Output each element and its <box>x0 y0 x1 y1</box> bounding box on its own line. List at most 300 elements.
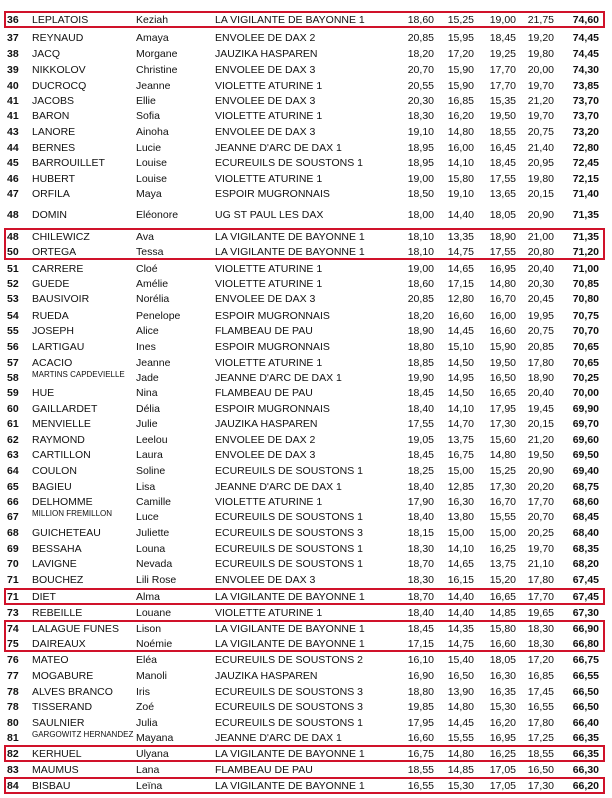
cell-prenom: Jeanne <box>136 80 171 92</box>
table-row <box>0 510 612 525</box>
cell-total: 71,00 <box>572 263 599 275</box>
cell-s3: 16,25 <box>489 543 516 555</box>
cell-s4: 19,95 <box>527 310 554 322</box>
table-row <box>0 653 612 668</box>
cell-s2: 15,10 <box>447 341 474 353</box>
cell-nom: BAUSIVOIR <box>32 293 90 305</box>
cell-total: 73,20 <box>572 126 599 138</box>
table-row <box>0 542 612 557</box>
cell-nom: MILLION FREMILLON <box>32 510 113 518</box>
cell-s4: 19,50 <box>527 449 554 461</box>
cell-total: 74,45 <box>572 32 599 44</box>
cell-s4: 17,80 <box>527 717 554 729</box>
cell-s2: 14,40 <box>447 209 474 221</box>
cell-rank: 60 <box>7 403 19 415</box>
cell-prenom: Louise <box>136 157 167 169</box>
cell-s3: 17,95 <box>489 403 516 415</box>
table-row <box>0 277 612 292</box>
table-row <box>0 109 612 124</box>
table-row <box>0 464 612 479</box>
cell-s3: 18,05 <box>489 209 516 221</box>
cell-s2: 14,35 <box>447 623 474 635</box>
cell-s1: 18,40 <box>407 607 434 619</box>
table-row <box>0 716 612 731</box>
cell-s1: 20,30 <box>407 95 434 107</box>
cell-rank: 73 <box>7 607 19 619</box>
cell-nom: HUE <box>32 387 55 399</box>
table-row <box>0 637 612 652</box>
cell-nom: KERHUEL <box>32 748 82 760</box>
cell-club: ECUREUILS DE SOUSTONS 1 <box>215 511 364 523</box>
table-row <box>0 187 612 202</box>
cell-prenom: Cloé <box>136 263 158 275</box>
cell-s4: 19,65 <box>527 607 554 619</box>
cell-nom: BARON <box>32 110 70 122</box>
cell-club: ENVOLEE DE DAX 3 <box>215 574 316 586</box>
cell-s2: 16,85 <box>447 95 474 107</box>
cell-rank: 43 <box>7 126 19 138</box>
cell-prenom: Eléa <box>136 654 158 666</box>
table-row <box>0 172 612 187</box>
cell-total: 66,35 <box>572 748 599 760</box>
cell-club: ECUREUILS DE SOUSTONS 1 <box>215 157 364 169</box>
cell-s2: 15,00 <box>447 465 474 477</box>
cell-nom: LANORE <box>32 126 76 138</box>
cell-s1: 18,20 <box>407 48 434 60</box>
cell-s2: 17,20 <box>447 48 474 60</box>
cell-prenom: Maya <box>136 188 162 200</box>
cell-s1: 18,15 <box>407 527 434 539</box>
cell-rank: 54 <box>7 310 19 322</box>
cell-s1: 20,85 <box>407 32 434 44</box>
table-row <box>0 79 612 94</box>
cell-prenom: Iris <box>136 686 150 698</box>
cell-prenom: Noémie <box>136 638 173 650</box>
table-row <box>0 779 612 794</box>
cell-s1: 18,70 <box>407 558 434 570</box>
cell-s4: 17,70 <box>527 591 554 603</box>
table-row <box>0 763 612 778</box>
cell-total: 71,35 <box>572 209 599 221</box>
cell-s2: 14,70 <box>447 418 474 430</box>
cell-s3: 18,05 <box>489 654 516 666</box>
cell-prenom: Norélia <box>136 293 170 305</box>
cell-s2: 14,50 <box>447 387 474 399</box>
cell-s2: 15,80 <box>447 173 474 185</box>
cell-prenom: Lison <box>136 623 162 635</box>
cell-total: 66,75 <box>572 654 599 666</box>
cell-s4: 20,90 <box>527 465 554 477</box>
cell-rank: 80 <box>7 717 19 729</box>
cell-rank: 67 <box>7 511 19 523</box>
table-row <box>0 731 612 746</box>
cell-rank: 45 <box>7 157 19 169</box>
cell-s2: 12,85 <box>447 481 474 493</box>
cell-total: 66,90 <box>572 623 599 635</box>
cell-s2: 15,40 <box>447 654 474 666</box>
cell-s2: 15,95 <box>447 32 474 44</box>
cell-s2: 14,95 <box>447 372 474 384</box>
cell-s1: 19,10 <box>407 126 434 138</box>
cell-s1: 17,90 <box>407 496 434 508</box>
cell-rank: 70 <box>7 558 19 570</box>
cell-nom: CARRERE <box>32 263 84 275</box>
cell-total: 71,20 <box>572 246 599 258</box>
cell-s4: 18,30 <box>527 623 554 635</box>
cell-rank: 46 <box>7 173 19 185</box>
cell-s1: 20,70 <box>407 64 434 76</box>
cell-nom: MOGABURE <box>32 670 94 682</box>
cell-club: JEANNE D'ARC DE DAX 1 <box>215 481 342 493</box>
cell-club: LA VIGILANTE DE BAYONNE 1 <box>215 780 365 792</box>
cell-s4: 17,20 <box>527 654 554 666</box>
cell-rank: 81 <box>7 732 19 744</box>
cell-prenom: Ulyana <box>136 748 169 760</box>
cell-club: ENVOLEE DE DAX 3 <box>215 126 316 138</box>
cell-s2: 12,80 <box>447 293 474 305</box>
cell-s2: 13,35 <box>447 231 474 243</box>
cell-s2: 14,80 <box>447 701 474 713</box>
cell-s2: 13,80 <box>447 511 474 523</box>
cell-s3: 16,70 <box>489 496 516 508</box>
cell-nom: RAYMOND <box>32 434 85 446</box>
cell-total: 67,45 <box>572 591 599 603</box>
cell-club: JAUZIKA HASPAREN <box>215 418 318 430</box>
cell-club: ECUREUILS DE SOUSTONS 3 <box>215 686 364 698</box>
cell-club: JAUZIKA HASPAREN <box>215 670 318 682</box>
table-row <box>0 495 612 510</box>
cell-s1: 20,55 <box>407 80 434 92</box>
cell-club: VIOLETTE ATURINE 1 <box>215 173 323 185</box>
cell-rank: 59 <box>7 387 19 399</box>
cell-club: ECUREUILS DE SOUSTONS 1 <box>215 717 364 729</box>
cell-s3: 17,30 <box>489 418 516 430</box>
cell-total: 68,35 <box>572 543 599 555</box>
cell-club: FLAMBEAU DE PAU <box>215 764 313 776</box>
cell-s2: 15,25 <box>447 14 474 26</box>
cell-total: 73,70 <box>572 110 599 122</box>
cell-s2: 14,50 <box>447 357 474 369</box>
table-row <box>0 480 612 495</box>
cell-rank: 48 <box>7 209 19 221</box>
table-row <box>0 94 612 109</box>
cell-s3: 18,45 <box>489 32 516 44</box>
cell-s4: 17,25 <box>527 732 554 744</box>
cell-s3: 18,45 <box>489 157 516 169</box>
cell-s3: 16,20 <box>489 717 516 729</box>
cell-s2: 14,65 <box>447 558 474 570</box>
cell-s2: 14,75 <box>447 638 474 650</box>
cell-s1: 19,00 <box>407 263 434 275</box>
cell-s1: 17,15 <box>407 638 434 650</box>
cell-s1: 18,25 <box>407 465 434 477</box>
cell-total: 69,60 <box>572 434 599 446</box>
cell-s1: 19,00 <box>407 173 434 185</box>
cell-total: 71,35 <box>572 231 599 243</box>
cell-s3: 16,60 <box>489 325 516 337</box>
cell-s3: 17,55 <box>489 173 516 185</box>
cell-rank: 64 <box>7 465 19 477</box>
cell-prenom: Ines <box>136 341 156 353</box>
cell-s1: 18,55 <box>407 764 434 776</box>
cell-s3: 16,25 <box>489 748 516 760</box>
cell-club: FLAMBEAU DE PAU <box>215 325 313 337</box>
cell-club: LA VIGILANTE DE BAYONNE 1 <box>215 14 365 26</box>
cell-total: 70,25 <box>572 372 599 384</box>
cell-rank: 61 <box>7 418 19 430</box>
cell-nom: REYNAUD <box>32 32 84 44</box>
cell-prenom: Soline <box>136 465 166 477</box>
table-row <box>0 63 612 78</box>
cell-club: LA VIGILANTE DE BAYONNE 1 <box>215 748 365 760</box>
cell-s3: 16,65 <box>489 591 516 603</box>
cell-club: ENVOLEE DE DAX 3 <box>215 95 316 107</box>
cell-s4: 19,70 <box>527 80 554 92</box>
cell-nom: CHILEWICZ <box>32 231 90 243</box>
cell-s4: 16,50 <box>527 764 554 776</box>
cell-s1: 18,50 <box>407 188 434 200</box>
cell-prenom: Keziah <box>136 14 169 26</box>
cell-nom: BAGIEU <box>32 481 72 493</box>
table-row <box>0 557 612 572</box>
cell-s4: 21,20 <box>527 95 554 107</box>
cell-s4: 17,45 <box>527 686 554 698</box>
cell-total: 73,85 <box>572 80 599 92</box>
cell-total: 66,35 <box>572 732 599 744</box>
cell-s4: 21,10 <box>527 558 554 570</box>
cell-total: 68,40 <box>572 527 599 539</box>
cell-s1: 18,80 <box>407 341 434 353</box>
table-row <box>0 685 612 700</box>
cell-s1: 18,45 <box>407 449 434 461</box>
cell-s3: 14,85 <box>489 607 516 619</box>
cell-s4: 19,70 <box>527 543 554 555</box>
cell-s2: 14,40 <box>447 607 474 619</box>
cell-club: VIOLETTE ATURINE 1 <box>215 496 323 508</box>
cell-s4: 17,80 <box>527 574 554 586</box>
table-row <box>0 402 612 417</box>
table-row <box>0 292 612 307</box>
cell-prenom: Sofia <box>136 110 160 122</box>
cell-s1: 19,85 <box>407 701 434 713</box>
cell-club: JEANNE D'ARC DE DAX 1 <box>215 372 342 384</box>
cell-club: ECUREUILS DE SOUSTONS 2 <box>215 654 364 666</box>
cell-rank: 37 <box>7 32 19 44</box>
cell-s2: 16,30 <box>447 496 474 508</box>
cell-s2: 14,80 <box>447 748 474 760</box>
cell-rank: 82 <box>7 748 19 760</box>
cell-prenom: Alma <box>136 591 160 603</box>
cell-prenom: Lucie <box>136 142 162 154</box>
cell-s1: 19,05 <box>407 434 434 446</box>
cell-club: LA VIGILANTE DE BAYONNE 1 <box>215 246 365 258</box>
cell-club: JEANNE D'ARC DE DAX 1 <box>215 732 342 744</box>
cell-s3: 16,95 <box>489 263 516 275</box>
cell-prenom: Louise <box>136 173 167 185</box>
cell-s1: 18,45 <box>407 387 434 399</box>
table-row <box>0 262 612 277</box>
cell-s4: 16,55 <box>527 701 554 713</box>
table-row <box>0 371 612 386</box>
cell-s4: 18,55 <box>527 748 554 760</box>
cell-s3: 16,35 <box>489 686 516 698</box>
cell-rank: 55 <box>7 325 19 337</box>
cell-nom: HUBERT <box>32 173 75 185</box>
cell-rank: 47 <box>7 188 19 200</box>
cell-rank: 58 <box>7 372 19 384</box>
cell-club: VIOLETTE ATURINE 1 <box>215 607 323 619</box>
cell-rank: 74 <box>7 623 19 635</box>
cell-s2: 15,90 <box>447 80 474 92</box>
cell-club: JEANNE D'ARC DE DAX 1 <box>215 142 342 154</box>
cell-total: 68,75 <box>572 481 599 493</box>
cell-s4: 19,80 <box>527 173 554 185</box>
cell-total: 66,55 <box>572 670 599 682</box>
cell-nom: REBEILLE <box>32 607 83 619</box>
cell-s1: 18,40 <box>407 511 434 523</box>
cell-total: 74,30 <box>572 64 599 76</box>
cell-prenom: Tessa <box>136 246 164 258</box>
table-row <box>0 700 612 715</box>
cell-s1: 18,30 <box>407 110 434 122</box>
cell-s4: 20,00 <box>527 64 554 76</box>
cell-nom: LAVIGNE <box>32 558 77 570</box>
cell-s3: 15,60 <box>489 434 516 446</box>
cell-s1: 17,95 <box>407 717 434 729</box>
cell-club: ESPOIR MUGRONNAIS <box>215 403 330 415</box>
table-row <box>0 386 612 401</box>
cell-s2: 14,75 <box>447 246 474 258</box>
cell-s1: 18,60 <box>407 14 434 26</box>
cell-nom: JOSEPH <box>32 325 75 337</box>
cell-nom: ALVES BRANCO <box>32 686 113 698</box>
cell-prenom: Lisa <box>136 481 156 493</box>
cell-nom: BOUCHEZ <box>32 574 84 586</box>
cell-s3: 18,90 <box>489 231 516 243</box>
cell-rank: 39 <box>7 64 19 76</box>
cell-s1: 16,60 <box>407 732 434 744</box>
table-row <box>0 340 612 355</box>
cell-s1: 18,60 <box>407 278 434 290</box>
cell-total: 69,50 <box>572 449 599 461</box>
cell-s1: 20,85 <box>407 293 434 305</box>
cell-rank: 44 <box>7 142 19 154</box>
cell-total: 71,40 <box>572 188 599 200</box>
cell-s4: 20,75 <box>527 126 554 138</box>
cell-nom: GUEDE <box>32 278 70 290</box>
cell-s4: 18,90 <box>527 372 554 384</box>
cell-club: UG ST PAUL LES DAX <box>215 209 324 221</box>
cell-nom: BESSAHA <box>32 543 82 555</box>
cell-s1: 18,10 <box>407 246 434 258</box>
cell-s3: 15,25 <box>489 465 516 477</box>
cell-total: 66,50 <box>572 701 599 713</box>
cell-s4: 20,90 <box>527 209 554 221</box>
cell-prenom: Jade <box>136 372 159 384</box>
cell-s2: 15,55 <box>447 732 474 744</box>
cell-s2: 14,45 <box>447 325 474 337</box>
cell-nom: LALAGUE FUNES <box>32 623 119 635</box>
table-row <box>0 47 612 62</box>
cell-s4: 17,30 <box>527 780 554 792</box>
table-row <box>0 309 612 324</box>
cell-club: ENVOLEE DE DAX 2 <box>215 32 316 44</box>
cell-s2: 15,30 <box>447 780 474 792</box>
cell-nom: DIET <box>32 591 56 603</box>
cell-s1: 18,20 <box>407 310 434 322</box>
cell-s4: 20,15 <box>527 188 554 200</box>
cell-nom: RUEDA <box>32 310 69 322</box>
cell-prenom: Délia <box>136 403 160 415</box>
cell-s1: 18,90 <box>407 325 434 337</box>
cell-s1: 18,30 <box>407 543 434 555</box>
cell-total: 72,80 <box>572 142 599 154</box>
cell-s2: 14,10 <box>447 157 474 169</box>
cell-prenom: Manoli <box>136 670 167 682</box>
cell-rank: 75 <box>7 638 19 650</box>
cell-s4: 20,85 <box>527 341 554 353</box>
cell-s4: 16,85 <box>527 670 554 682</box>
cell-club: ESPOIR MUGRONNAIS <box>215 310 330 322</box>
cell-total: 72,15 <box>572 173 599 185</box>
cell-nom: ORFILA <box>32 188 70 200</box>
cell-rank: 56 <box>7 341 19 353</box>
cell-nom: DUCROCQ <box>32 80 87 92</box>
cell-s3: 19,00 <box>489 14 516 26</box>
cell-s1: 18,45 <box>407 623 434 635</box>
cell-rank: 41 <box>7 110 19 122</box>
cell-rank: 78 <box>7 701 19 713</box>
cell-prenom: Alice <box>136 325 159 337</box>
cell-s4: 19,80 <box>527 48 554 60</box>
cell-s3: 14,80 <box>489 278 516 290</box>
cell-nom: ACACIO <box>32 357 73 369</box>
cell-prenom: Eléonore <box>136 209 179 221</box>
table-row <box>0 356 612 371</box>
cell-nom: MATEO <box>32 654 69 666</box>
cell-prenom: Morgane <box>136 48 178 60</box>
cell-rank: 69 <box>7 543 19 555</box>
cell-club: ECUREUILS DE SOUSTONS 1 <box>215 558 364 570</box>
cell-s3: 13,65 <box>489 188 516 200</box>
cell-nom: SAULNIER <box>32 717 85 729</box>
cell-rank: 57 <box>7 357 19 369</box>
cell-total: 70,00 <box>572 387 599 399</box>
cell-rank: 71 <box>7 591 19 603</box>
cell-club: LA VIGILANTE DE BAYONNE 1 <box>215 231 365 243</box>
cell-club: VIOLETTE ATURINE 1 <box>215 278 323 290</box>
cell-rank: 36 <box>7 14 19 26</box>
cell-prenom: Jeanne <box>136 357 171 369</box>
cell-s3: 16,45 <box>489 142 516 154</box>
cell-s2: 14,45 <box>447 717 474 729</box>
cell-s3: 19,50 <box>489 110 516 122</box>
cell-nom: NIKKOLOV <box>32 64 86 76</box>
table-row <box>0 448 612 463</box>
cell-prenom: Julia <box>136 717 158 729</box>
cell-rank: 63 <box>7 449 19 461</box>
cell-nom: CARTILLON <box>32 449 91 461</box>
cell-s4: 19,20 <box>527 32 554 44</box>
cell-total: 68,60 <box>572 496 599 508</box>
cell-nom: MARTINS CAPDEVIELLE <box>32 371 125 379</box>
cell-s1: 18,00 <box>407 209 434 221</box>
cell-total: 67,45 <box>572 574 599 586</box>
cell-club: LA VIGILANTE DE BAYONNE 1 <box>215 638 365 650</box>
table-row <box>0 573 612 588</box>
cell-s1: 16,55 <box>407 780 434 792</box>
cell-s3: 15,90 <box>489 341 516 353</box>
